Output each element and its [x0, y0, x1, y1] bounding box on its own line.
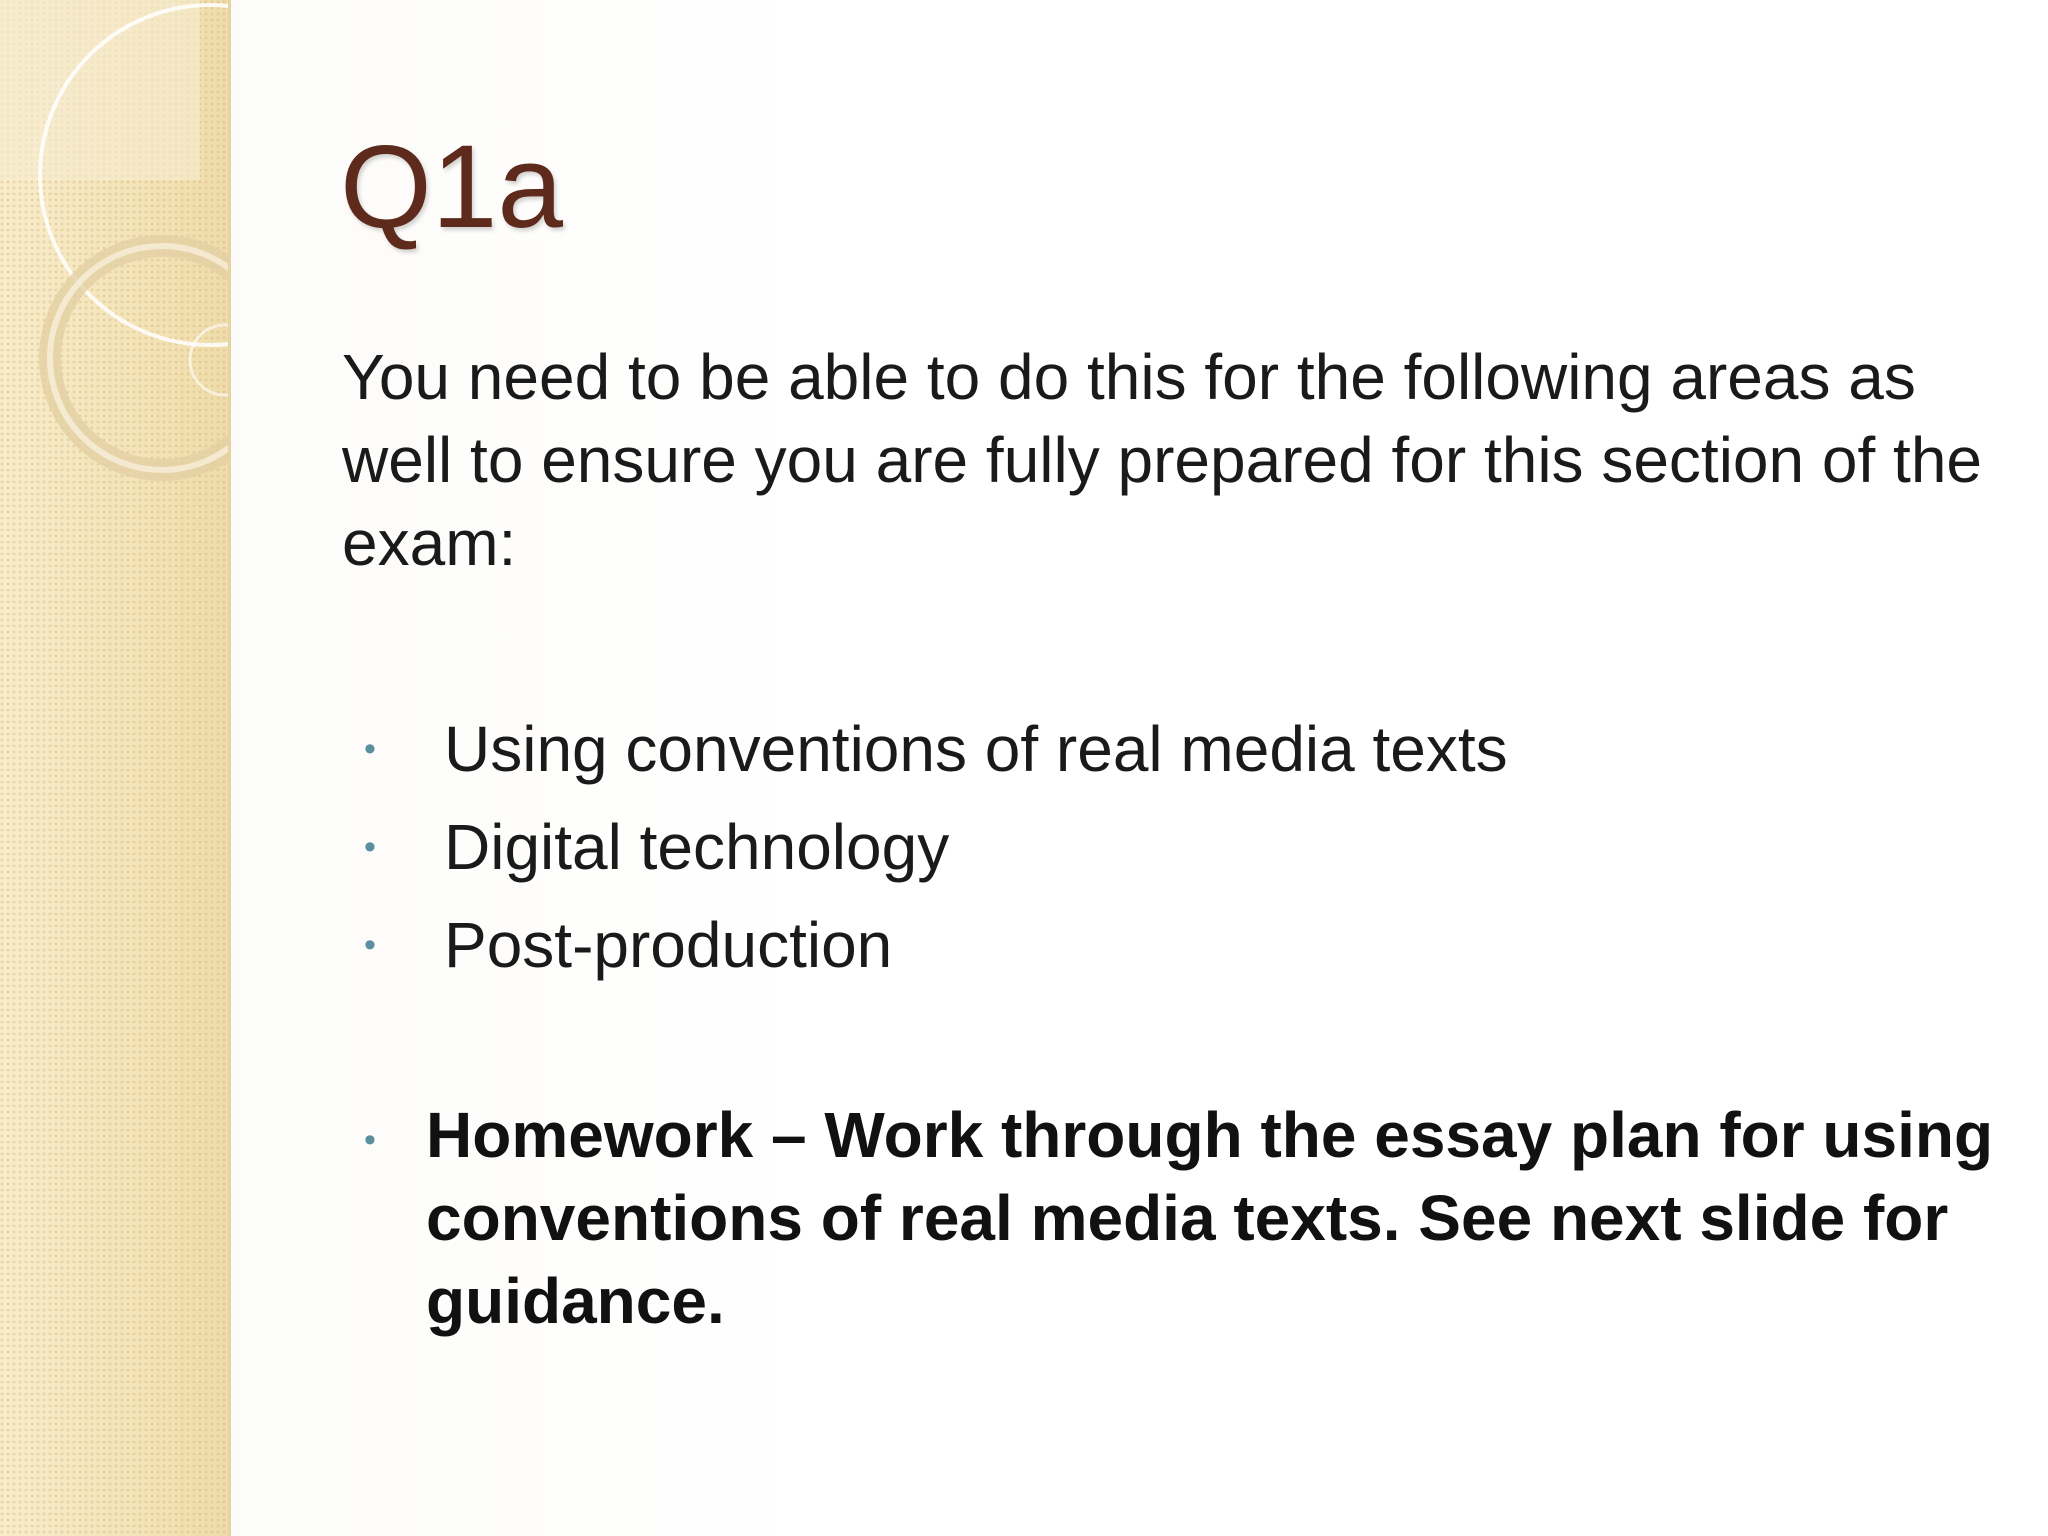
topic-bullet-list	[342, 700, 2002, 994]
decorative-rings-graphic	[0, 0, 228, 520]
decorative-side-panel	[0, 0, 231, 1536]
homework-text: Homework – Work through the essay plan for using conventions of real media texts. See next slide for guidance.	[426, 1099, 1994, 1337]
list-item	[342, 700, 2002, 798]
homework-note	[342, 1094, 2002, 1343]
bullet-text: Digital technology	[444, 811, 950, 883]
intro-paragraph: You need to be able to do this for the following areas as well to ensure you are fully prepared for this section of the exam:	[342, 341, 1982, 579]
bullet-icon: •	[364, 730, 376, 768]
bullet-icon: •	[364, 828, 376, 866]
bullet-text: Post-production	[444, 909, 893, 981]
slide-title: Q1a	[340, 121, 564, 253]
bullet-icon: •	[364, 926, 376, 964]
bullet-text: Using conventions of real media texts	[444, 713, 1508, 785]
bullet-icon: •	[364, 1121, 376, 1159]
list-item	[342, 896, 2002, 994]
list-item	[342, 798, 2002, 896]
